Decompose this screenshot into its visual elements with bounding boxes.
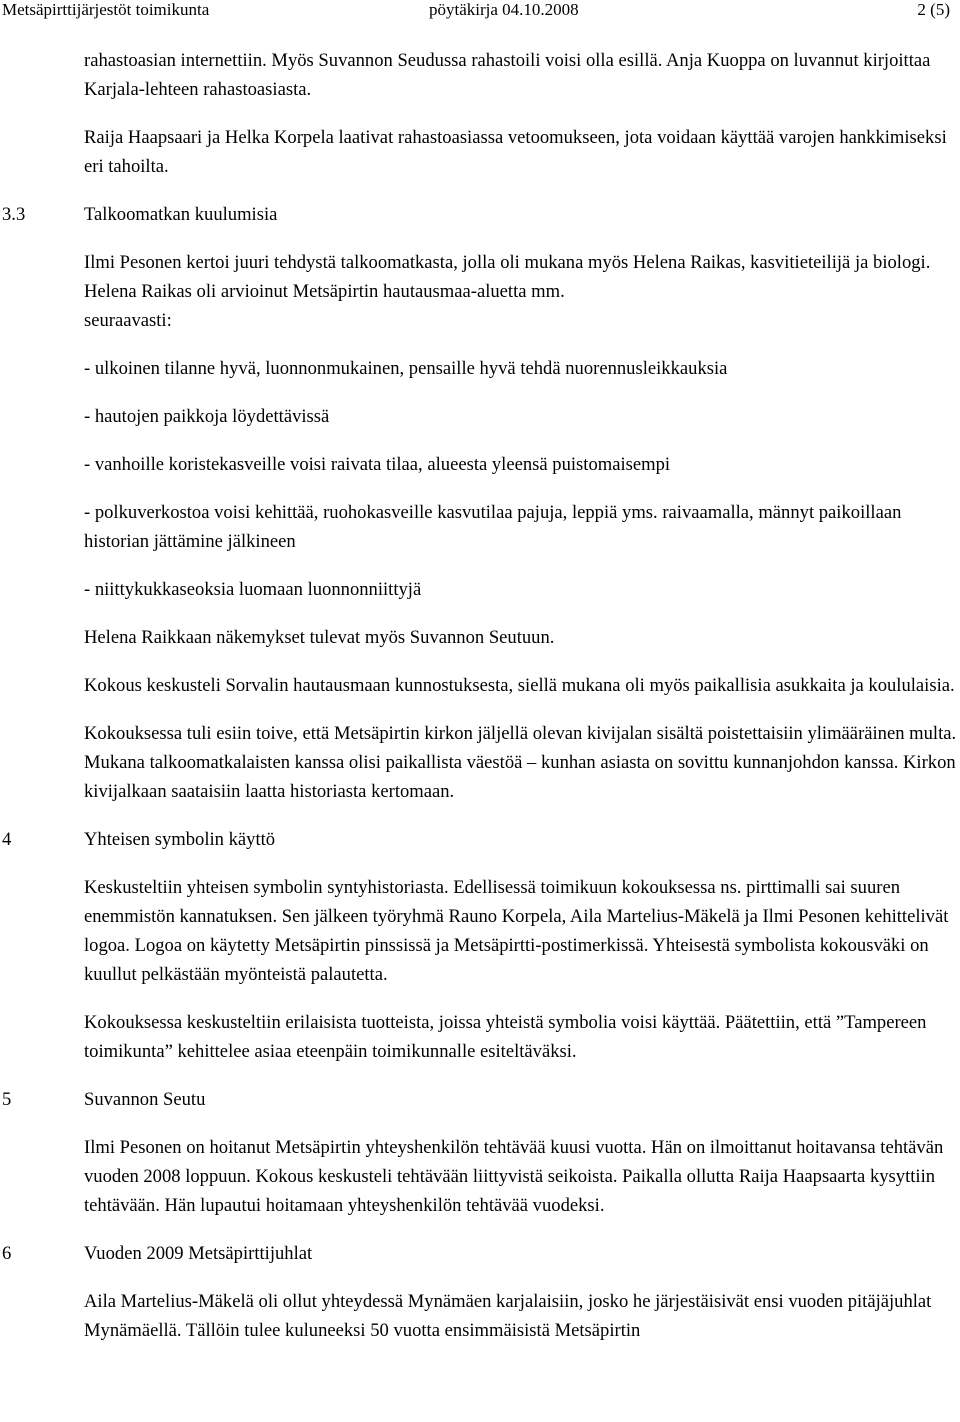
section-number: 5 [2,1089,12,1110]
paragraph: Kokous keskusteli Sorvalin hautausmaan kunnostuksesta, siellä mukana oli myös paikallisia asukkaita ja koululaisia. [84,675,955,696]
paragraph: Raija Haapsaari ja Helka Korpela laativat rahastoasiassa vetoomukseen, jota voidaan käyttää varojen hankkimiseksi eri tahoilta. [84,127,947,177]
document-body [0,46,960,1345]
section-number: 3.3 [2,204,26,225]
paragraph: Keskusteltiin yhteisen symbolin syntyhistoriasta. Edellisessä toimikuun kokouksessa ns. pirttimalli sai suuren enemmistön kannatuksen. Sen jälkeen työryhmä Rauno Korpela, Aila Martelius-Mäkelä ja Ilmi Pesonen kehittelivät logoa. Logoa on käytetty Metsäpirtin pinssissä ja Metsäpirtti-postimerkissä. Yhteisestä symbolista kokousväki on kuullut pelkästään myönteistä palautetta. [84,877,949,985]
page-header [0,0,960,22]
header-document-title: pöytäkirja 04.10.2008 [429,0,579,19]
paragraph: seuraavasti: [84,310,172,331]
section-title: Suvannon Seutu [84,1089,206,1110]
section-title: Yhteisen symbolin käyttö [84,829,276,850]
section-number: 4 [2,829,12,850]
list-item: - niittykukkaseoksia luomaan luonnonniittyjä [84,579,422,600]
paragraph: Kokouksessa tuli esiin toive, että Metsäpirtin kirkon jäljellä olevan kivijalan sisältä poistettaisiin ylimääräinen multa. Mukana talkoomatkalaisten kanssa olisi paikallista väestöä – kunhan asiasta on sovittu kunnanjohdon kanssa. Kirkon kivijalkaan saataisiin laatta historiasta kertomaan. [84,723,957,802]
section-title: Vuoden 2009 Metsäpirttijuhlat [84,1243,313,1264]
paragraph: rahastoasian internettiin. Myös Suvannon Seudussa rahastoili voisi olla esillä. Anja Kuoppa on luvannut kirjoittaa Karjala-lehteen rahastoasiasta. [84,50,931,100]
header-organization: Metsäpirttijärjestöt toimikunta [2,0,210,19]
section-heading-6 [0,1239,960,1268]
list-item: - hautojen paikkoja löydettävissä [84,406,330,427]
list-item: - ulkoinen tilanne hyvä, luonnonmukainen, pensaille hyvä tehdä nuorennusleikkauksia [84,358,728,379]
section-heading-4 [0,825,960,854]
section-heading-5 [0,1085,960,1114]
section-heading-3-3 [0,200,960,229]
paragraph: Ilmi Pesonen on hoitanut Metsäpirtin yhteyshenkilön tehtävää kuusi vuotta. Hän on ilmoittanut hoitavansa tehtävän vuoden 2008 loppuun. Kokous keskusteli tehtävään liittyvistä seikoista. Paikalla ollutta Raija Haapsaarta kysyttiin tehtävään. Hän lupautui hoitamaan yhteyshenkilön tehtävää vuodeksi. [84,1137,944,1216]
section-title: Talkoomatkan kuulumisia [84,204,278,225]
list-item: - polkuverkostoa voisi kehittää, ruohokasveille kasvutilaa pajuja, leppiä yms. raivaamalla, männyt paikoillaan historian jättämine jälkineen [84,502,902,552]
paragraph: Ilmi Pesonen kertoi juuri tehdystä talkoomatkasta, jolla oli mukana myös Helena Raikas, kasvitieteilijä ja biologi. Helena Raikas oli arvioinut Metsäpirtin hautausmaa-aluetta mm. [84,252,931,302]
section-number: 6 [2,1243,12,1264]
paragraph: Aila Martelius-Mäkelä oli ollut yhteydessä Mynämäen karjalaisiin, josko he järjestäisivät ensi vuoden pitäjäjuhlat Mynämäellä. Tällöin tulee kuluneeksi 50 vuotta ensimmäisistä Metsäpirtin [84,1291,932,1341]
paragraph: Helena Raikkaan näkemykset tulevat myös Suvannon Seutuun. [84,627,555,648]
header-page-number: 2 (5) [917,0,950,19]
paragraph: Kokouksessa keskusteltiin erilaisista tuotteista, joissa yhteistä symbolia voisi käyttää. Päätettiin, että ”Tampereen toimikunta” kehittelee asiaa eteenpäin toimikunnalle esiteltäväksi. [84,1012,927,1062]
list-item: - vanhoille koristekasveille voisi raivata tilaa, alueesta yleensä puistomaisempi [84,454,671,475]
